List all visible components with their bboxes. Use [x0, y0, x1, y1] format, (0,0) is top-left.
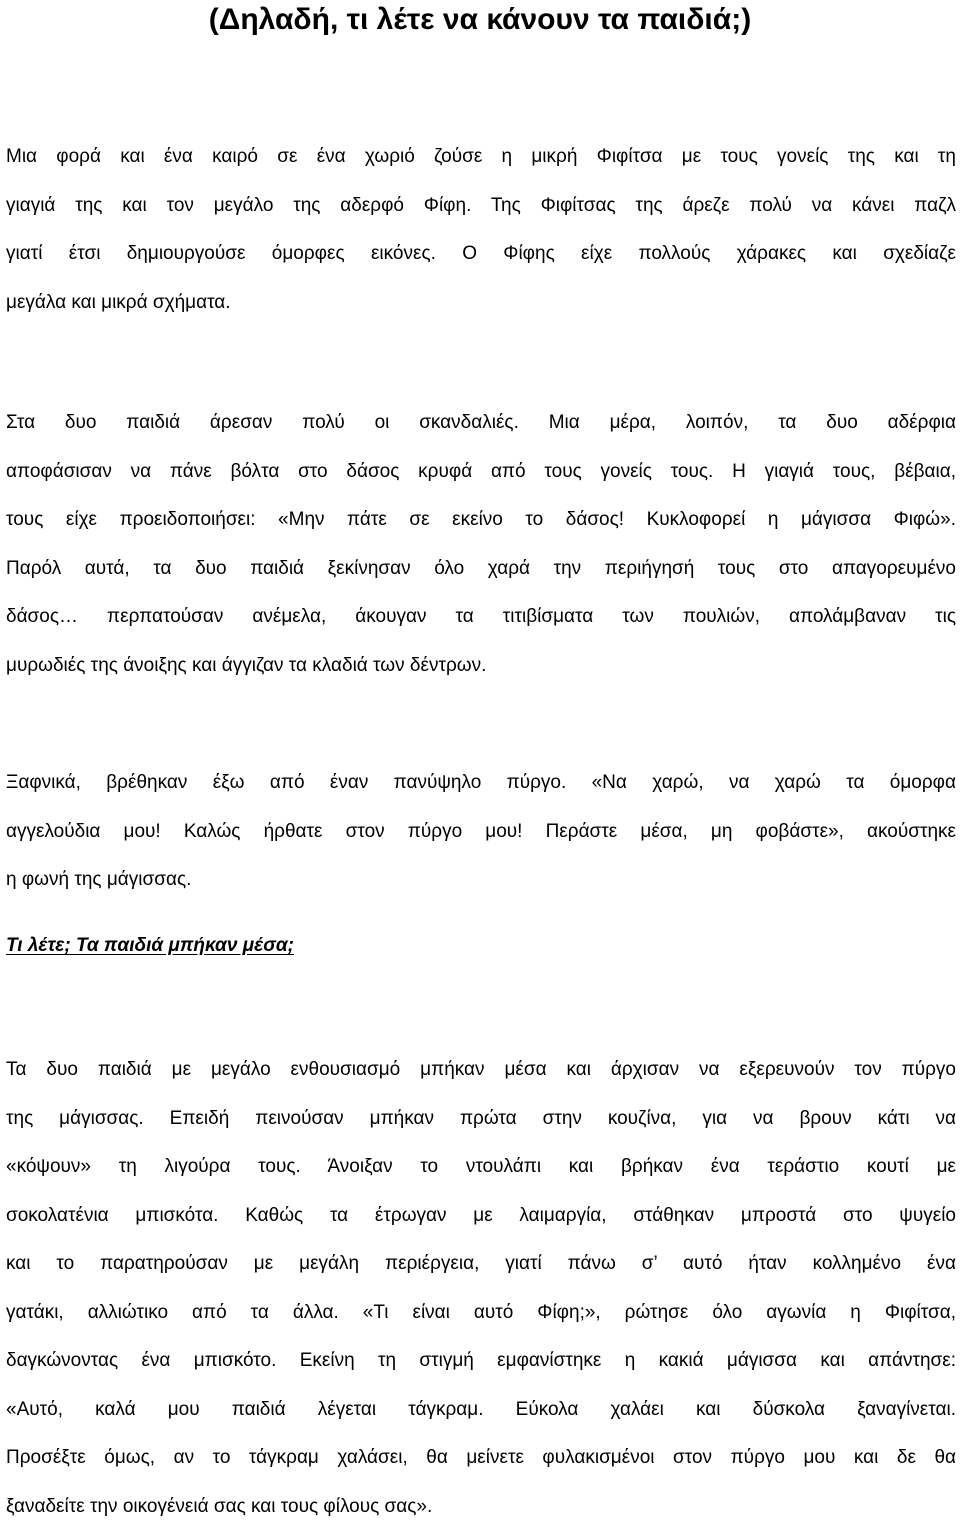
- paragraph-4: [6, 1046, 956, 1531]
- paragraph-line: δάσος… περπατούσαν ανέμελα, άκουγαν τα τιτιβίσματα των πουλιών, απολάμβαναν τις: [6, 593, 956, 642]
- paragraph-line: δαγκώνοντας ένα μπισκότο. Εκείνη τη στιγμή εμφανίστηκε η κακιά μάγισσα και απάντησε:: [6, 1337, 956, 1386]
- paragraph-line: αποφάσισαν να πάνε βόλτα στο δάσος κρυφά από τους γονείς τους. Η γιαγιά τους, βέβαια,: [6, 448, 956, 497]
- paragraph-line: γιατί έτσι δημιουργούσε όμορφες εικόνες. Ο Φίφης είχε πολλούς χάρακες και σχεδίαζε: [6, 230, 956, 279]
- paragraph-2: [6, 399, 956, 690]
- paragraph-line: μεγάλα και μικρά σχήματα.: [6, 279, 956, 328]
- paragraph-line: της μάγισσας. Επειδή πεινούσαν μπήκαν πρώτα στην κουζίνα, για να βρουν κάτι να: [6, 1095, 956, 1144]
- paragraph-line: γιαγιά της και τον μεγάλο της αδερφό Φίφη. Της Φιφίτσας της άρεζε πολύ να κάνει παζλ: [6, 182, 956, 231]
- paragraph-line: γατάκι, αλλιώτικο από τα άλλα. «Τι είναι αυτό Φίφη;», ρώτησε όλο αγωνία η Φιφίτσα,: [6, 1289, 956, 1338]
- paragraph-line: Παρόλ αυτά, τα δυο παιδιά ξεκίνησαν όλο χαρά την περιήγησή τους στο απαγορευμένο: [6, 545, 956, 594]
- paragraph-line: Ξαφνικά, βρέθηκαν έξω από έναν πανύψηλο πύργο. «Να χαρώ, να χαρώ τα όμορφα: [6, 759, 956, 808]
- document-title: (Δηλαδή, τι λέτε να κάνουν τα παιδιά;): [0, 0, 960, 40]
- paragraph-line: σοκολατένια μπισκότα. Καθώς τα έτρωγαν με λαιμαργία, στάθηκαν μπροστά στο ψυγείο: [6, 1192, 956, 1241]
- paragraph-line: ξαναδείτε την οικογένειά σας και τους φίλους σας».: [6, 1483, 956, 1531]
- paragraph-line: μυρωδιές της άνοιξης και άγγιζαν τα κλαδιά των δέντρων.: [6, 642, 956, 691]
- question-heading: Τι λέτε; Τα παιδιά μπήκαν μέσα;: [6, 926, 294, 966]
- paragraph-3: [6, 759, 956, 905]
- paragraph-line: Τα δυο παιδιά με μεγάλο ενθουσιασμό μπήκαν μέσα και άρχισαν να εξερευνούν τον πύργο: [6, 1046, 956, 1095]
- paragraph-line: και το παρατηρούσαν με μεγάλη περιέργεια, γιατί πάνω σ’ αυτό ήταν κολλημένο ένα: [6, 1240, 956, 1289]
- paragraph-line: Προσέξτε όμως, αν το τάγκραμ χαλάσει, θα μείνετε φυλακισμένοι στον πύργο μου και δε θα: [6, 1434, 956, 1483]
- paragraph-line: «Αυτό, καλά μου παιδιά λέγεται τάγκραμ. Εύκολα χαλάει και δύσκολα ξαναγίνεται.: [6, 1386, 956, 1435]
- paragraph-1: [6, 133, 956, 327]
- paragraph-line: τους είχε προειδοποιήσει: «Μην πάτε σε εκείνο το δάσος! Κυκλοφορεί η μάγισσα Φιφώ».: [6, 496, 956, 545]
- paragraph-line: αγγελούδια μου! Καλώς ήρθατε στον πύργο μου! Περάστε μέσα, μη φοβάστε», ακούστηκε: [6, 808, 956, 857]
- paragraph-line: η φωνή της μάγισσας.: [6, 856, 956, 905]
- paragraph-line: Στα δυο παιδιά άρεσαν πολύ οι σκανδαλιές. Μια μέρα, λοιπόν, τα δυο αδέρφια: [6, 399, 956, 448]
- paragraph-line: «κόψουν» τη λιγούρα τους. Άνοιξαν το ντουλάπι και βρήκαν ένα τεράστιο κουτί με: [6, 1143, 956, 1192]
- paragraph-line: Μια φορά και ένα καιρό σε ένα χωριό ζούσε η μικρή Φιφίτσα με τους γονείς της και τη: [6, 133, 956, 182]
